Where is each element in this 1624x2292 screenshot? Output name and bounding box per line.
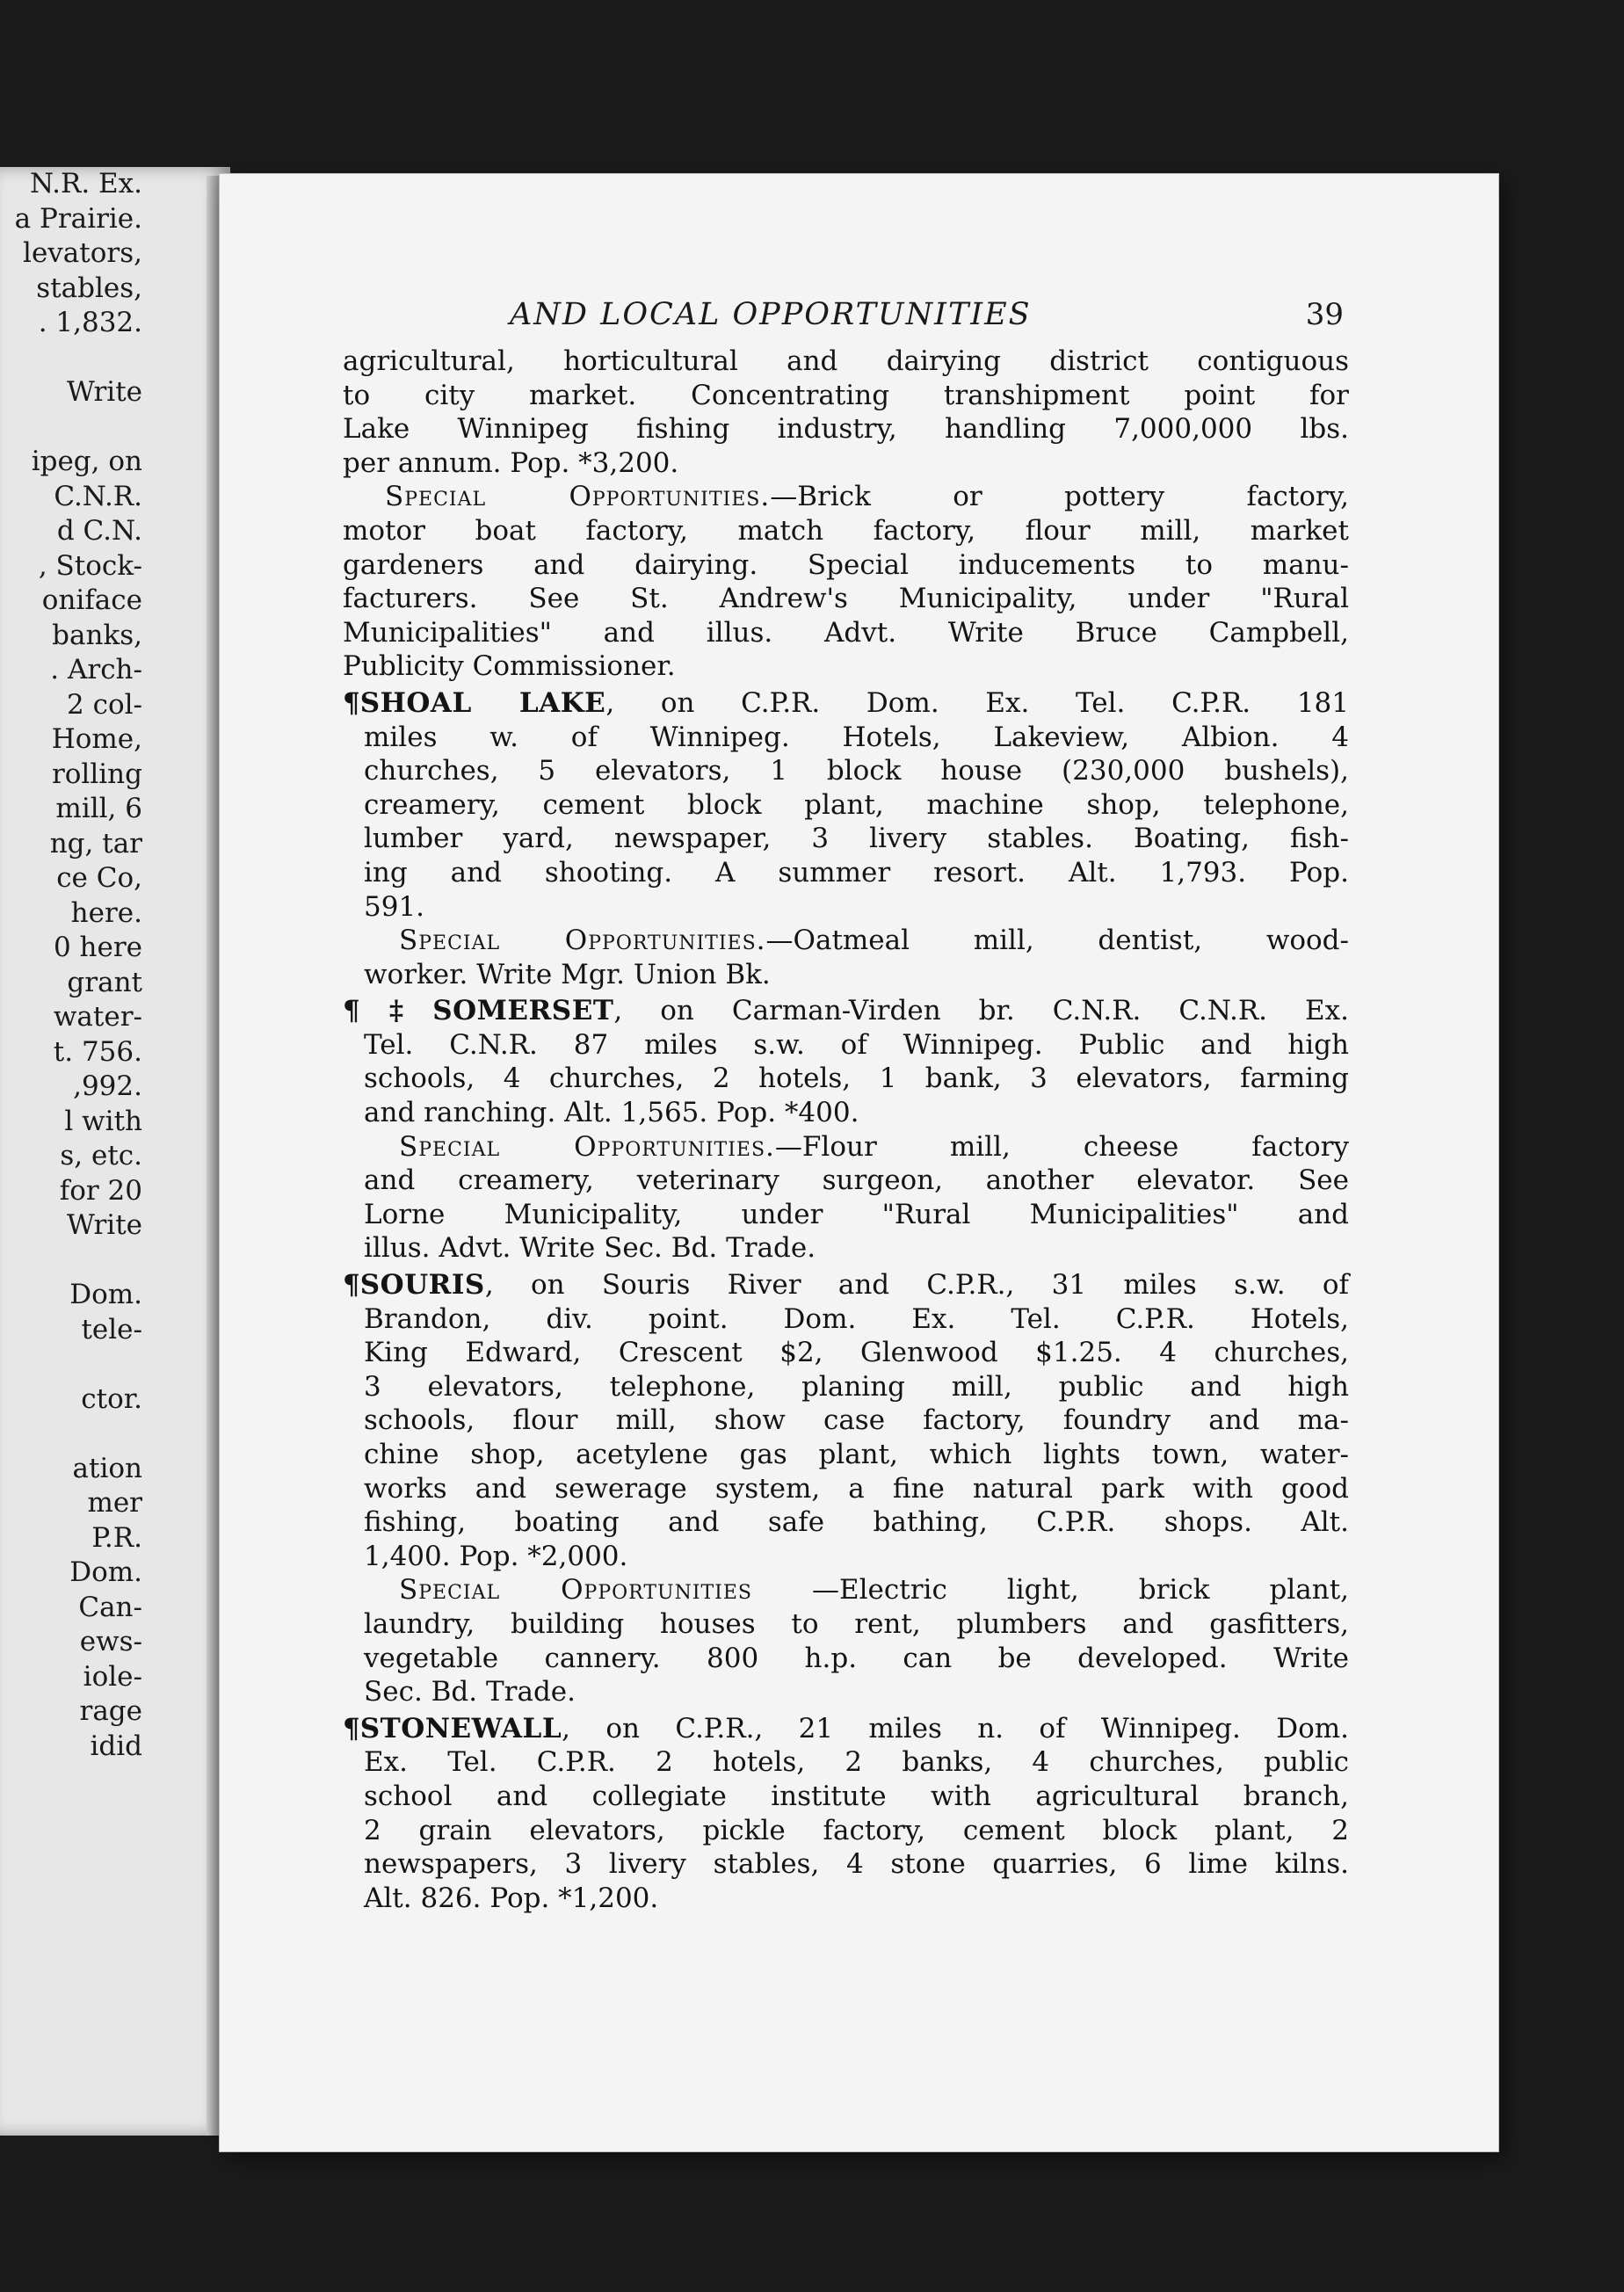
text-line: newspapers, 3 livery stables, 4 stone quarries, 6 lime kilns. — [364, 1848, 1349, 1881]
text-line: schools, 4 churches, 2 hotels, 1 bank, 3 elevators, farming — [364, 1063, 1349, 1095]
text-line: to city market. Concentrating transhipment point for — [343, 379, 1349, 411]
previous-page-line: ews- — [79, 1626, 142, 1657]
text-line — [343, 480, 1349, 514]
text-line: 1,400. Pop. *2,000. — [364, 1540, 628, 1572]
paragraph-mark: ¶ — [343, 686, 360, 719]
previous-page-line: mill, 6 — [55, 793, 142, 824]
special-opportunities-label: Special Opportunities — [399, 1574, 753, 1607]
text-line: King Edward, Crescent $2, Glenwood $1.25. 4 churches, — [364, 1337, 1349, 1369]
paragraph-mark: ¶ — [343, 1712, 360, 1744]
previous-page-line: N.R. Ex. — [29, 168, 142, 199]
special-opportunities-label: Special Opportunities. — [385, 481, 771, 513]
text-line: laundry, building houses to rent, plumbers and gasfitters, — [364, 1607, 1349, 1640]
continued-entry — [343, 345, 1349, 684]
previous-page-line: a Prairie. — [14, 202, 142, 235]
special-opportunities-label: Special Opportunities. — [399, 925, 766, 957]
text-line: churches, 5 elevators, 1 block house (230,000 bushels), — [364, 755, 1349, 787]
previous-page-line: ce Co, — [56, 862, 142, 894]
text-line — [343, 1573, 1349, 1607]
place-name: SOURIS — [359, 1269, 485, 1302]
place-name: SOMERSET — [432, 995, 614, 1027]
previous-page-line: Can- — [78, 1591, 142, 1623]
previous-page-line: Write — [66, 1209, 142, 1241]
text-line: Ex. Tel. C.P.R. 2 hotels, 2 banks, 4 churches, public — [364, 1746, 1349, 1779]
special-opportunities — [343, 480, 1349, 684]
text-line: facturers. See St. Andrew's Municipality, under "Rural — [343, 583, 1349, 615]
previous-page-line: ctor. — [81, 1382, 142, 1415]
special-opportunities-text: —Oatmeal mill, dentist, wood- — [765, 925, 1349, 957]
text-line: per annum. Pop. *3,200. — [343, 446, 679, 479]
text-line: and creamery, veterinary surgeon, another elevator. See — [364, 1164, 1349, 1197]
text-line: school and collegiate institute with agricultural branch, — [364, 1780, 1349, 1812]
text-line: worker. Write Mgr. Union Bk. — [364, 958, 771, 990]
running-head — [343, 297, 1349, 345]
text-line: gardeners and dairying. Special inducements to manu- — [343, 548, 1349, 581]
page-content — [343, 297, 1349, 1915]
gazetteer-entry — [343, 994, 1349, 1266]
previous-page-line — [15, 1347, 142, 1382]
previous-page-line: Dom. — [69, 1279, 142, 1310]
previous-page-line: ation — [72, 1452, 142, 1484]
text-line: schools, flour mill, show case factory, foundry and ma- — [364, 1404, 1349, 1437]
previous-page — [0, 167, 230, 2136]
text-line: fishing, boating and safe bathing, C.P.R. shops. Alt. — [364, 1506, 1349, 1539]
previous-page-line: ,992. — [73, 1070, 142, 1102]
previous-page-line: 0 here — [53, 932, 142, 963]
previous-page-line: , Stock- — [38, 549, 142, 582]
previous-page-line: ipeg, on — [31, 446, 142, 477]
special-opportunities — [343, 1573, 1349, 1708]
previous-page-line: ng, tar — [49, 827, 142, 860]
place-name: STONEWALL — [359, 1712, 562, 1744]
previous-page-line — [15, 410, 142, 446]
previous-page-line: rolling — [51, 758, 142, 790]
text-line: miles w. of Winnipeg. Hotels, Lakeview, Albion. 4 — [364, 721, 1349, 753]
text-line: 591. — [364, 890, 425, 923]
entry-text: , on C.P.R. Dom. Ex. Tel. C.P.R. 181 — [605, 686, 1350, 719]
special-opportunities-text: —Flour mill, cheese factory — [774, 1130, 1349, 1163]
previous-page-line: 2 col- — [67, 688, 142, 721]
entry-text: , on Carman-Virden br. C.N.R. C.N.R. Ex. — [613, 995, 1349, 1027]
previous-page-line: for 20 — [59, 1174, 142, 1207]
previous-page-line: idid — [90, 1730, 142, 1762]
previous-page-line: Write — [66, 376, 142, 408]
text-line — [343, 924, 1349, 958]
text-line: Publicity Commissioner. — [343, 650, 676, 683]
text-line: creamery, cement block plant, machine shop, telephone, — [364, 788, 1349, 821]
text-line: Alt. 826. Pop. *1,200. — [364, 1882, 659, 1914]
special-opportunities-text: —Brick or pottery factory, — [770, 481, 1349, 513]
previous-page-line: l with — [64, 1105, 142, 1137]
place-name: SHOAL LAKE — [359, 686, 606, 719]
special-opportunities — [343, 1130, 1349, 1266]
previous-page-text — [15, 167, 142, 1764]
entry-text: , on C.P.R., 21 miles n. of Winnipeg. Dom. — [562, 1712, 1349, 1744]
special-opportunities-text: —Electric light, brick plant, — [752, 1574, 1350, 1607]
gazetteer-entry — [343, 686, 1349, 991]
previous-page-line: t. 756. — [53, 1035, 142, 1068]
previous-page-line: C.N.R. — [54, 480, 142, 512]
previous-page-line: oniface — [41, 584, 142, 616]
paragraph-mark: ¶‡ — [343, 995, 433, 1027]
text-line: works and sewerage system, a fine natural park with good — [364, 1472, 1349, 1505]
current-page — [220, 174, 1498, 2151]
text-line — [343, 994, 1349, 1028]
previous-page-line: tele- — [81, 1313, 142, 1345]
previous-page-line — [15, 1244, 142, 1279]
text-line: Tel. C.N.R. 87 miles s.w. of Winnipeg. Public and high — [364, 1028, 1349, 1061]
previous-page-line: here. — [70, 896, 142, 929]
text-line: Sec. Bd. Trade. — [364, 1676, 576, 1708]
previous-page-line: mer — [87, 1487, 142, 1519]
text-line: 2 grain elevators, pickle factory, cement block plant, 2 — [364, 1814, 1349, 1846]
gazetteer-entry — [343, 1712, 1349, 1916]
gazetteer-entries — [343, 686, 1349, 1915]
previous-page-line: stables, — [36, 272, 142, 304]
text-line — [343, 1130, 1349, 1164]
previous-page-line: . 1,832. — [38, 307, 142, 338]
gazetteer-entry — [343, 1268, 1349, 1709]
text-line — [343, 1712, 1349, 1746]
previous-page-line: Dom. — [69, 1556, 142, 1588]
previous-page-line: P.R. — [91, 1521, 142, 1554]
paragraph-mark: ¶ — [343, 1269, 360, 1302]
text-line: and ranching. Alt. 1,565. Pop. *400. — [364, 1097, 859, 1129]
running-title: AND LOCAL OPPORTUNITIES — [510, 297, 1032, 332]
page-number: 39 — [1305, 297, 1344, 332]
text-line: Lorne Municipality, under "Rural Municipalities" and — [364, 1198, 1349, 1230]
previous-page-line: iole- — [83, 1660, 142, 1693]
previous-page-line: . Arch- — [50, 654, 142, 685]
text-line: Municipalities" and illus. Advt. Write Bruce Campbell, — [343, 616, 1349, 649]
text-line: illus. Advt. Write Sec. Bd. Trade. — [364, 1232, 816, 1265]
previous-page-line: water- — [53, 1001, 142, 1033]
text-line: lumber yard, newspaper, 3 livery stables. Boating, fish- — [364, 823, 1349, 855]
text-line: ing and shooting. A summer resort. Alt. 1,793. Pop. — [364, 856, 1349, 889]
text-line: Lake Winnipeg fishing industry, handling 7,000,000 lbs. — [343, 413, 1349, 446]
previous-page-line — [15, 341, 142, 376]
special-opportunities-label: Special Opportunities. — [399, 1130, 775, 1163]
text-line: Brandon, div. point. Dom. Ex. Tel. C.P.R. Hotels, — [364, 1302, 1349, 1335]
special-opportunities — [343, 924, 1349, 991]
text-line — [343, 1268, 1349, 1302]
previous-page-line: grant — [67, 966, 142, 998]
text-line: motor boat factory, match factory, flour mill, market — [343, 514, 1349, 547]
text-line: agricultural, horticultural and dairying district contiguous — [343, 345, 1349, 377]
previous-page-line: d C.N. — [56, 515, 142, 547]
previous-page-line: Home, — [51, 723, 142, 755]
previous-page-line: rage — [79, 1695, 142, 1727]
previous-page-line — [15, 1417, 142, 1452]
previous-page-line: levators, — [23, 237, 142, 269]
text-line — [343, 686, 1349, 721]
previous-page-line: banks, — [52, 619, 142, 651]
text-line: vegetable cannery. 800 h.p. can be developed. Write — [364, 1642, 1349, 1674]
entry-text: , on Souris River and C.P.R., 31 miles s.w. of — [484, 1269, 1349, 1302]
previous-page-line: s, etc. — [60, 1140, 142, 1171]
text-line: 3 elevators, telephone, planing mill, public and high — [364, 1370, 1349, 1403]
text-line: chine shop, acetylene gas plant, which lights town, water- — [364, 1439, 1349, 1470]
